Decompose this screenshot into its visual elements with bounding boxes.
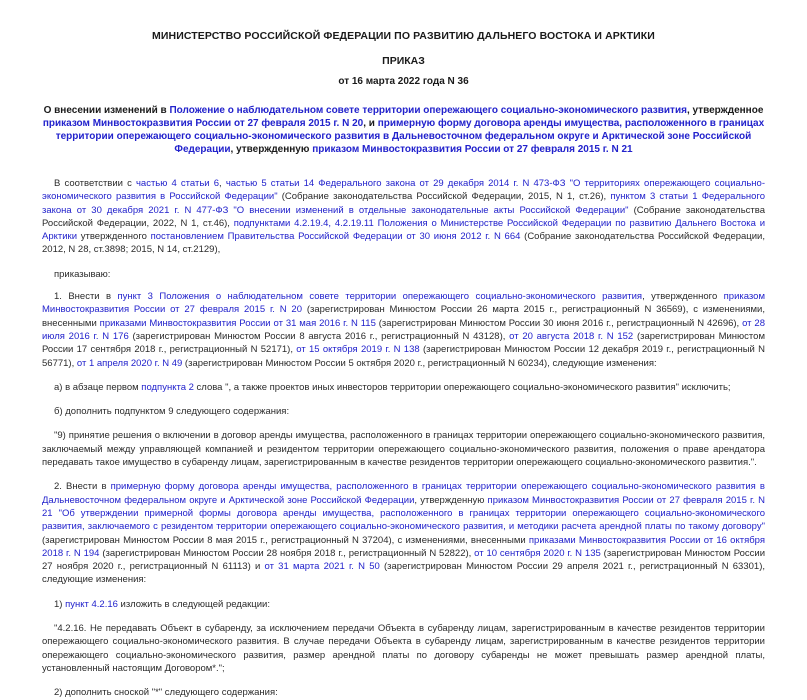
text-run: изложить в следующей редакции: <box>117 598 270 610</box>
document-type: ПРИКАЗ <box>382 55 425 67</box>
doc-link[interactable]: приказом Минвостокразвития России от 27 февраля 2015 г. N 20 <box>42 291 765 316</box>
ministry-name: МИНИСТЕРСТВО РОССИЙСКОЙ ФЕДЕРАЦИИ ПО РАЗВИТИЮ ДАЛЬНЕГО ВОСТОКА И АРКТИКИ <box>152 30 655 42</box>
text-run: (Собрание законодательства Российской Федерации, 2022, N 1, ст.46), <box>42 204 765 229</box>
text-run: , утвержденного <box>642 291 724 303</box>
doc-link[interactable]: Положение о наблюдательном совете территории опережающего социально-экономического развития <box>169 105 687 116</box>
doc-link[interactable]: пункт 3 Положения о наблюдательном совете территории опережающего социально-экономического развития <box>117 291 643 303</box>
text-run: (зарегистрирован Минюстом России 8 августа 2016 г., регистрационный N 43128), <box>128 330 510 342</box>
doc-link[interactable]: приказами Минвостокразвития России от 16 октября 2018 г. N 194 <box>42 534 765 559</box>
text-run: (зарегистрирован Минюстом России 29 апреля 2021 г., регистрационный N 63301), следующие изменения: <box>42 561 765 586</box>
doc-link[interactable]: приказом Минвостокразвития России от 27 февраля 2015 г. N 20 <box>42 118 364 129</box>
doc-link[interactable]: от 10 сентября 2020 г. N 135 <box>474 547 601 559</box>
paragraph-subitem-2 <box>42 686 765 699</box>
text-run: (зарегистрирован Минюстом России 28 ноября 2018 г., регистрационный N 52822), <box>99 547 475 559</box>
paragraph-subitem-1 <box>42 598 765 611</box>
text-run: , и <box>363 118 378 129</box>
document-body <box>42 177 765 700</box>
text-run: (зарегистрирован Минюстом России 12 декабря 2019 г., регистрационный N 56771), <box>42 344 765 369</box>
text-run: , утвержденную <box>230 144 313 155</box>
text-run: (зарегистрирован Минюстом России 27 ноября 2020 г., регистрационный N 61113) и <box>42 547 766 573</box>
paragraph-prikazyvayu <box>42 268 765 281</box>
text-run: (зарегистрирован Минюстом России 8 мая 2015 г., регистрационный N 37204), с изменениями, внесенными <box>42 534 529 546</box>
text-run: (Собрание законодательства Российской Федерации, 2015, N 1, ст.26), <box>277 191 611 203</box>
text-run: (Собрание законодательства Российской Федерации, 2012, N 28, ст.3898; 2015, N 14, ст.2129), <box>42 231 766 256</box>
doc-link[interactable]: приказами Минвостокразвития России от 31 мая 2016 г. N 115 <box>99 317 376 329</box>
doc-link[interactable]: частью 5 статьи 14 Федерального закона от 29 декабря 2014 г. N 473-ФЗ "О территориях опережающего социально-экономического развития в Российской Федерации" <box>42 178 766 203</box>
paragraph-subitem-b <box>42 405 765 418</box>
paragraph-quote-4216 <box>42 622 765 675</box>
doc-link[interactable]: примерную форму договора аренды имущества, расположенного в границах территории опережающего социально-экономического развития в Дальневосточном федеральном округе и Арктической зоне Российской Федерации <box>42 481 765 506</box>
text-run: (зарегистрирован Минюстом России 17 сентября 2018 г., регистрационный N 52171), <box>42 330 765 356</box>
doc-link[interactable]: пунктом 3 статьи 1 Федерального закона от 30 декабря 2021 г. N 477-ФЗ "О внесении изменений в отдельные законодательные акты Российской Федерации" <box>42 191 765 216</box>
text-run: (зарегистрирован Минюстом России 30 июня 2016 г., регистрационный N 42696), <box>375 317 743 329</box>
document-date-number: от 16 марта 2022 года N 36 <box>338 76 469 87</box>
doc-link[interactable]: от 20 августа 2018 г. N 152 <box>509 330 634 342</box>
text-run: 2. Внести в <box>54 481 111 493</box>
doc-link[interactable]: приказом Минвостокразвития России от 27 февраля 2015 г. N 21 "Об утверждении примерной формы договора аренды имущества, расположенного в границах территории опережающего социально-экономического развития, заключаемого с резидентом территории опережающего социально-экономического развития, и методики расчета арендной платы по такому договору" <box>42 494 765 533</box>
text-run: слова ", а также проектов иных инвесторов территории опережающего социально-экономического развития" исключить; <box>193 381 731 393</box>
doc-link[interactable]: от 1 апреля 2020 г. N 49 <box>76 357 183 369</box>
doc-link[interactable]: пункт 4.2.16 <box>65 598 118 610</box>
document-title <box>42 104 765 156</box>
text-run: , утвержденную <box>414 494 488 506</box>
text-run: 2) дополнить сноской "*" следующего содержания: <box>54 687 278 699</box>
text-run: 1. Внести в <box>54 291 118 303</box>
text-run: , утвержденное <box>686 105 764 116</box>
paragraph-subitem-a <box>42 381 765 394</box>
text-run: О внесении изменений в <box>43 105 170 116</box>
paragraph-quote-9 <box>42 429 765 469</box>
text-run: "9) принятие решения о включении в договор аренды имущества, расположенного в границах территории опережающего социально-экономического развития, заключаемый между управляющей компанией и резидентом территории опережающего социально-экономического развития, положения о праве арендатора передавать такое имущество в субаренду лицам, зарегистрированным в качестве резидентов территории опережающего социально-экономического развития.". <box>42 430 765 469</box>
doc-link[interactable]: подпунктами 4.2.19.4, 4.2.19.11 Положения о Министерстве Российской Федерации по развитию Дальнего Востока и Арктики <box>42 217 765 243</box>
text-run: б) дополнить подпунктом 9 следующего содержания: <box>54 406 290 418</box>
doc-link[interactable]: от 28 июля 2016 г. N 176 <box>42 317 765 342</box>
doc-link[interactable]: частью 4 статьи 6 <box>135 178 220 189</box>
text-run: "4.2.16. Не передавать Объект в субаренду, за исключением передачи Объекта в субаренду лицам, зарегистрированным в качестве резидентов территории опережающего социально-экономического развития. В случае передачи Объекта в субаренду лицам, зарегистрированным в качестве резидентов территории опережающего социально-экономического развития, размер арендной платы по договору субаренды не может превышать размер арендной платы, установленный настоящим Договором*."; <box>42 623 765 674</box>
document-page <box>0 30 807 700</box>
text-run: 1) <box>54 598 66 610</box>
text-run: утвержденного <box>77 231 151 243</box>
paragraph-preamble <box>42 177 765 257</box>
doc-link[interactable]: от 31 марта 2021 г. N 50 <box>264 561 380 573</box>
doc-link[interactable]: подпункта 2 <box>141 381 194 393</box>
text-run: В соответствии с <box>54 178 136 189</box>
text-run: , <box>219 178 226 189</box>
text-run: а) в абзаце первом <box>54 381 142 393</box>
text-run: (зарегистрирован Минюстом России 5 октября 2020 г., регистрационный N 60234), следующие изменения: <box>182 357 657 369</box>
text-run: приказываю: <box>54 268 111 280</box>
paragraph-item-1 <box>42 290 765 370</box>
doc-link[interactable]: примерную форму договора аренды имущества, расположенного в границах территории опережающего социально-экономического развития в Дальневосточном федеральном округе и Арктической зоне Российской Федерации <box>55 118 765 155</box>
doc-link[interactable]: приказом Минвостокразвития России от 27 февраля 2015 г. N 21 <box>312 144 633 155</box>
doc-link[interactable]: от 15 октября 2019 г. N 138 <box>296 344 420 356</box>
text-run: (зарегистрирован Минюстом России 26 марта 2015 г., регистрационный N 36569), с изменениями, внесенными <box>42 304 765 329</box>
doc-link[interactable]: постановлением Правительства Российской Федерации от 30 июня 2012 г. N 664 <box>150 231 521 243</box>
